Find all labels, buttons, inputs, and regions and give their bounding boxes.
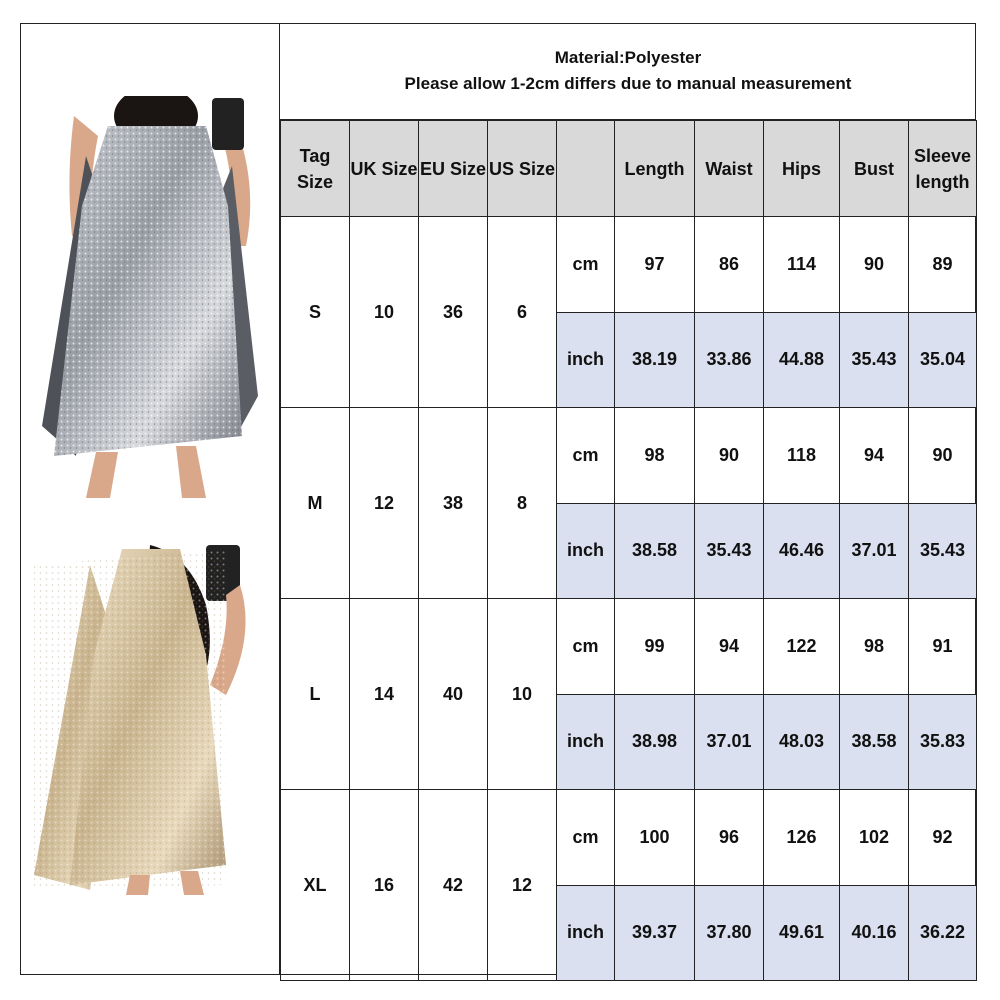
uk-size-cell: 10 — [350, 217, 419, 408]
us-size-cell: 12 — [488, 790, 557, 981]
header-bust: Bust — [840, 121, 909, 217]
table-row-s-cm — [281, 217, 977, 313]
bust-cell: 90 — [840, 217, 909, 313]
length-cell: 100 — [615, 790, 695, 886]
us-size-cell: 8 — [488, 408, 557, 599]
waist-cell: 90 — [695, 408, 764, 504]
sleeve-cell: 92 — [909, 790, 977, 886]
us-size-cell: 10 — [488, 599, 557, 790]
header-eu-size: EU Size — [419, 121, 488, 217]
hips-cell: 122 — [764, 599, 840, 695]
header-waist: Waist — [695, 121, 764, 217]
waist-cell: 37.80 — [695, 885, 764, 981]
sleeve-cell: 35.83 — [909, 694, 977, 790]
hips-cell: 48.03 — [764, 694, 840, 790]
unit-cell: inch — [557, 312, 615, 408]
uk-size-cell: 12 — [350, 408, 419, 599]
eu-size-cell: 42 — [419, 790, 488, 981]
length-cell: 39.37 — [615, 885, 695, 981]
header-length: Length — [615, 121, 695, 217]
tag-size-cell: L — [281, 599, 350, 790]
length-cell: 97 — [615, 217, 695, 313]
tag-size-cell: M — [281, 408, 350, 599]
unit-cell: inch — [557, 694, 615, 790]
sleeve-cell: 91 — [909, 599, 977, 695]
bust-cell: 98 — [840, 599, 909, 695]
bust-cell: 94 — [840, 408, 909, 504]
bust-cell: 102 — [840, 790, 909, 886]
table-row-xl-cm — [281, 790, 977, 886]
waist-cell: 94 — [695, 599, 764, 695]
waist-cell: 86 — [695, 217, 764, 313]
us-size-cell: 6 — [488, 217, 557, 408]
header-unit — [557, 121, 615, 217]
gold-dress-image — [30, 545, 258, 895]
length-cell: 98 — [615, 408, 695, 504]
sleeve-cell: 36.22 — [909, 885, 977, 981]
eu-size-cell: 38 — [419, 408, 488, 599]
sleeve-cell: 35.04 — [909, 312, 977, 408]
unit-cell: inch — [557, 885, 615, 981]
hips-cell: 46.46 — [764, 503, 840, 599]
length-cell: 99 — [615, 599, 695, 695]
header-sleeve-length: Sleeve length — [909, 121, 977, 217]
chart-header — [280, 23, 976, 120]
sleeve-cell: 35.43 — [909, 503, 977, 599]
size-table — [280, 120, 977, 981]
unit-cell: cm — [557, 790, 615, 886]
waist-cell: 96 — [695, 790, 764, 886]
eu-size-cell: 40 — [419, 599, 488, 790]
bust-cell: 38.58 — [840, 694, 909, 790]
silver-dress-image — [36, 96, 264, 498]
bust-cell: 40.16 — [840, 885, 909, 981]
length-cell: 38.98 — [615, 694, 695, 790]
header-tag-size: Tag Size — [281, 121, 350, 217]
hips-cell: 118 — [764, 408, 840, 504]
hips-cell: 126 — [764, 790, 840, 886]
sleeve-cell: 89 — [909, 217, 977, 313]
header-hips: Hips — [764, 121, 840, 217]
table-row-l-cm — [281, 599, 977, 695]
uk-size-cell: 14 — [350, 599, 419, 790]
eu-size-cell: 36 — [419, 217, 488, 408]
header-us-size: US Size — [488, 121, 557, 217]
unit-cell: cm — [557, 599, 615, 695]
waist-cell: 35.43 — [695, 503, 764, 599]
hips-cell: 49.61 — [764, 885, 840, 981]
material-text: Material:Polyester — [554, 48, 702, 67]
hips-cell: 44.88 — [764, 312, 840, 408]
hips-cell: 114 — [764, 217, 840, 313]
measurement-note: Please allow 1-2cm differs due to manual measurement — [404, 74, 852, 93]
length-cell: 38.19 — [615, 312, 695, 408]
bust-cell: 35.43 — [840, 312, 909, 408]
waist-cell: 33.86 — [695, 312, 764, 408]
table-row-m-cm — [281, 408, 977, 504]
unit-cell: inch — [557, 503, 615, 599]
table-header-row — [281, 121, 977, 217]
unit-cell: cm — [557, 217, 615, 313]
sleeve-cell: 90 — [909, 408, 977, 504]
bust-cell: 37.01 — [840, 503, 909, 599]
tag-size-cell: S — [281, 217, 350, 408]
tag-size-cell: XL — [281, 790, 350, 981]
waist-cell: 37.01 — [695, 694, 764, 790]
header-uk-size: UK Size — [350, 121, 419, 217]
length-cell: 38.58 — [615, 503, 695, 599]
unit-cell: cm — [557, 408, 615, 504]
uk-size-cell: 16 — [350, 790, 419, 981]
